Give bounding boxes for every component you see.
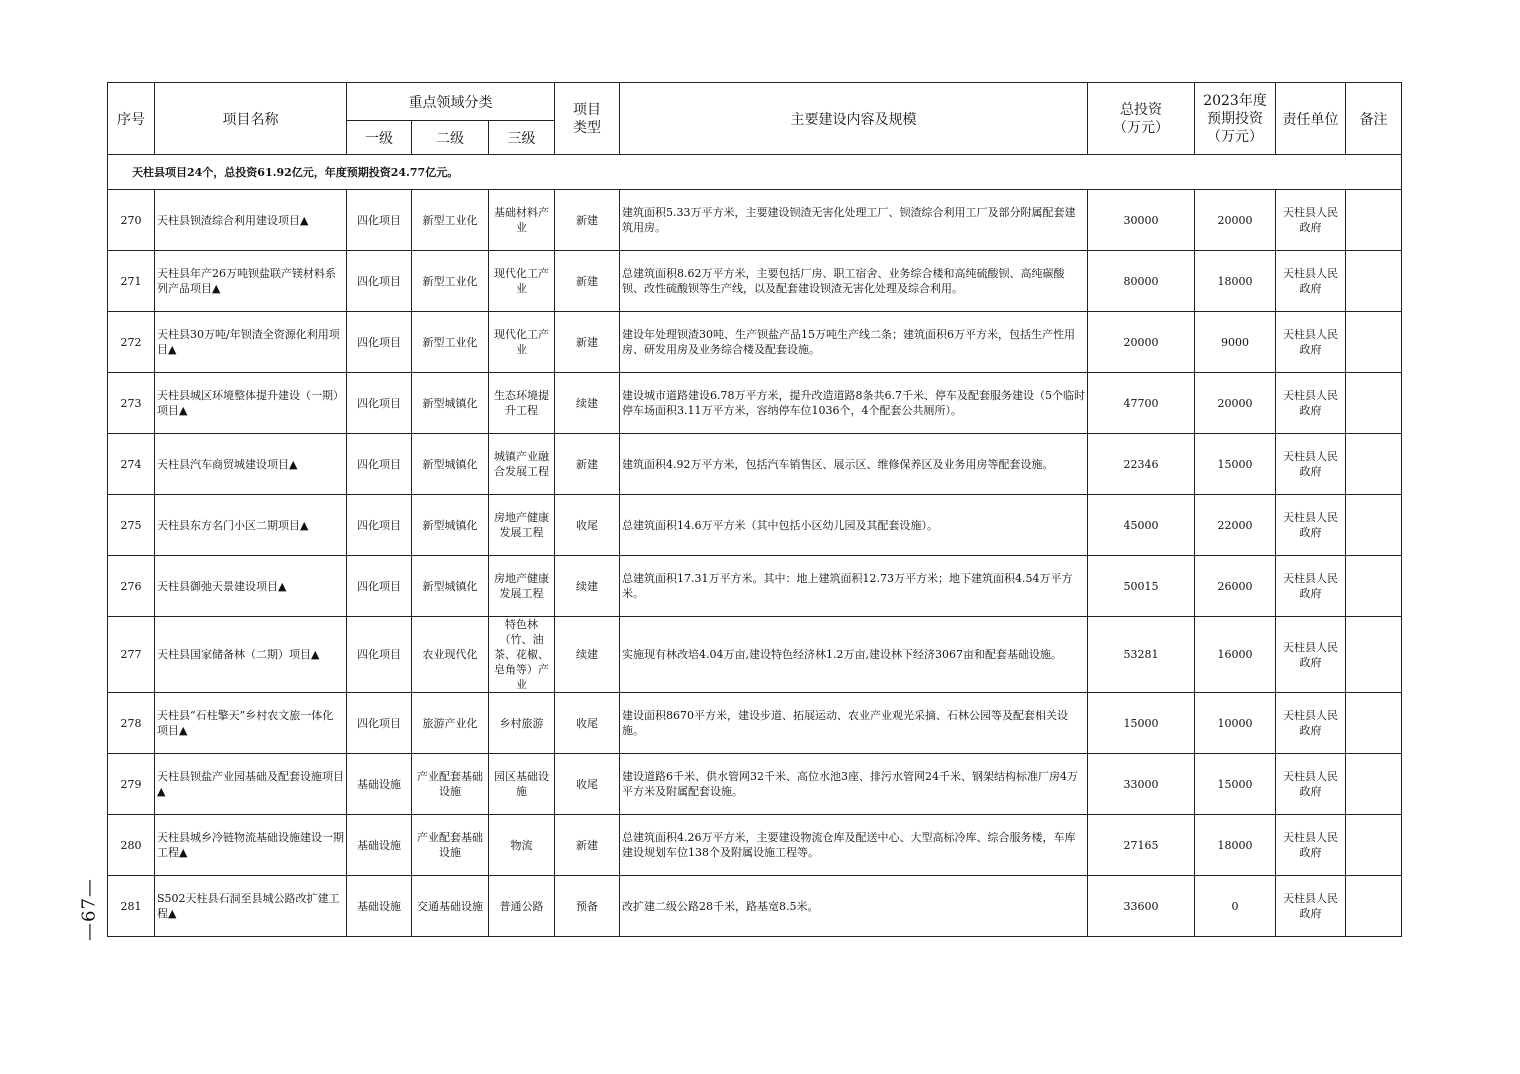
row-responsible-unit: 天柱县人民政府 [1276,815,1346,876]
row-level-3: 园区基础设施 [489,754,555,815]
table-row [108,495,1402,556]
row-annual-investment: 18000 [1195,815,1276,876]
row-level-2: 新型城镇化 [412,373,489,434]
row-level-3: 物流 [489,815,555,876]
row-content: 建设年处理钡渣30吨、生产钡盐产品15万吨生产线二条；建筑面积6万平方米，包括生产性用房、研发用房及业务综合楼及配套设施。 [620,312,1088,373]
row-project-type: 续建 [555,617,620,693]
row-project-type: 收尾 [555,754,620,815]
row-level-3: 房地产健康发展工程 [489,495,555,556]
row-project-type: 新建 [555,815,620,876]
row-project-type: 预备 [555,876,620,937]
row-project-type: 续建 [555,556,620,617]
row-content: 建设城市道路建设6.78万平方米，提升改造道路8条共6.7千米、停车及配套服务建设（5个临时停车场面积3.11万平方米，容纳停车位1036个，4个配套公共厕所）。 [620,373,1088,434]
row-total-investment: 15000 [1088,693,1195,754]
row-remark [1346,617,1402,693]
row-annual-investment: 15000 [1195,434,1276,495]
row-total-investment: 20000 [1088,312,1195,373]
row-level-3: 城镇产业融合发展工程 [489,434,555,495]
table-row [108,617,1402,693]
table-row [108,754,1402,815]
row-level-1: 基础设施 [347,876,412,937]
row-responsible-unit: 天柱县人民政府 [1276,373,1346,434]
row-annual-investment: 22000 [1195,495,1276,556]
row-level-2: 交通基础设施 [412,876,489,937]
row-total-investment: 33000 [1088,754,1195,815]
row-seq: 270 [108,190,155,251]
row-annual-investment: 20000 [1195,190,1276,251]
row-content: 总建筑面积8.62万平方米，主要包括厂房、职工宿舍、业务综合楼和高纯硫酸钡、高纯碳酸钡、改性硫酸钡等生产线，以及配套建设钡渣无害化处理及综合利用。 [620,251,1088,312]
row-level-2: 新型城镇化 [412,434,489,495]
table-row [108,251,1402,312]
row-project-name: 天柱县御弛天景建设项目▲ [155,556,347,617]
page-number: —67— [78,878,100,942]
row-content: 建设道路6千米、供水管网32千米、高位水池3座、排污水管网24千米、钢架结构标准厂房4万平方米及附属配套设施。 [620,754,1088,815]
row-level-1: 四化项目 [347,495,412,556]
row-seq: 274 [108,434,155,495]
row-remark [1346,754,1402,815]
summary-row [108,155,1402,190]
row-project-name: 天柱县年产26万吨钡盐联产镁材料系列产品项目▲ [155,251,347,312]
row-level-1: 四化项目 [347,556,412,617]
header-project-name: 项目名称 [155,83,347,155]
row-project-type: 新建 [555,251,620,312]
row-remark [1346,251,1402,312]
row-content: 总建筑面积17.31万平方米。其中：地上建筑面积12.73万平方米；地下建筑面积4.54万平方米。 [620,556,1088,617]
header-key-field: 重点领域分类 [347,83,555,121]
row-level-2: 新型工业化 [412,251,489,312]
table-row [108,373,1402,434]
row-responsible-unit: 天柱县人民政府 [1276,495,1346,556]
row-total-investment: 53281 [1088,617,1195,693]
row-level-3: 现代化工产业 [489,312,555,373]
row-content: 建筑面积4.92万平方米，包括汽车销售区、展示区、维修保养区及业务用房等配套设施。 [620,434,1088,495]
row-project-name: 天柱县30万吨/年钡渣全资源化利用项目▲ [155,312,347,373]
row-total-investment: 50015 [1088,556,1195,617]
row-responsible-unit: 天柱县人民政府 [1276,190,1346,251]
row-total-investment: 45000 [1088,495,1195,556]
row-project-name: 天柱县国家储备林（二期）项目▲ [155,617,347,693]
row-level-3: 生态环境提升工程 [489,373,555,434]
row-remark [1346,876,1402,937]
row-level-2: 新型工业化 [412,312,489,373]
header-responsible-unit: 责任单位 [1276,83,1346,155]
row-level-3: 特色林（竹、油茶、花椒、皂角等）产业 [489,617,555,693]
row-seq: 277 [108,617,155,693]
row-level-1: 四化项目 [347,617,412,693]
row-seq: 278 [108,693,155,754]
project-table [107,82,1402,937]
row-project-name: 天柱县东方名门小区二期项目▲ [155,495,347,556]
row-level-1: 四化项目 [347,693,412,754]
row-responsible-unit: 天柱县人民政府 [1276,754,1346,815]
row-project-name: 天柱县钡渣综合利用建设项目▲ [155,190,347,251]
row-seq: 280 [108,815,155,876]
table-row [108,312,1402,373]
row-project-name: S502天柱县石洞至县城公路改扩建工程▲ [155,876,347,937]
row-level-2: 产业配套基础设施 [412,815,489,876]
row-total-investment: 27165 [1088,815,1195,876]
header-annual-investment: 2023年度 预期投资 （万元） [1195,83,1276,155]
row-project-type: 新建 [555,312,620,373]
row-total-investment: 80000 [1088,251,1195,312]
row-total-investment: 33600 [1088,876,1195,937]
row-content: 建筑面积5.33万平方米，主要建设钡渣无害化处理工厂、钡渣综合利用工厂及部分附属配套建筑用房。 [620,190,1088,251]
row-seq: 276 [108,556,155,617]
row-level-3: 乡村旅游 [489,693,555,754]
row-remark [1346,556,1402,617]
row-level-2: 产业配套基础设施 [412,754,489,815]
row-remark [1346,190,1402,251]
row-project-type: 新建 [555,434,620,495]
row-responsible-unit: 天柱县人民政府 [1276,251,1346,312]
row-annual-investment: 10000 [1195,693,1276,754]
row-responsible-unit: 天柱县人民政府 [1276,556,1346,617]
row-level-3: 普通公路 [489,876,555,937]
row-project-name: 天柱县汽车商贸城建设项目▲ [155,434,347,495]
row-level-3: 现代化工产业 [489,251,555,312]
row-level-1: 四化项目 [347,190,412,251]
header-level-1: 一级 [347,121,412,155]
row-responsible-unit: 天柱县人民政府 [1276,434,1346,495]
header-project-type: 项目 类型 [555,83,620,155]
row-level-1: 基础设施 [347,815,412,876]
row-level-1: 四化项目 [347,434,412,495]
row-remark [1346,373,1402,434]
row-content: 实施现有林改培4.04万亩,建设特色经济林1.2万亩,建设林下经济3067亩和配套基础设施。 [620,617,1088,693]
row-responsible-unit: 天柱县人民政府 [1276,312,1346,373]
row-content: 改扩建二级公路28千米，路基宽8.5米。 [620,876,1088,937]
row-project-name: 天柱县“石柱擎天”乡村农文旅一体化项目▲ [155,693,347,754]
row-project-type: 收尾 [555,693,620,754]
row-level-1: 四化项目 [347,312,412,373]
row-annual-investment: 18000 [1195,251,1276,312]
row-annual-investment: 16000 [1195,617,1276,693]
header-content: 主要建设内容及规模 [620,83,1088,155]
row-annual-investment: 26000 [1195,556,1276,617]
row-level-1: 基础设施 [347,754,412,815]
row-total-investment: 22346 [1088,434,1195,495]
row-responsible-unit: 天柱县人民政府 [1276,617,1346,693]
row-content: 总建筑面积4.26万平方米，主要建设物流仓库及配送中心、大型高标冷库、综合服务楼，车库建设规划车位138个及附属设施工程等。 [620,815,1088,876]
row-level-3: 基础材料产业 [489,190,555,251]
table-row [108,556,1402,617]
row-project-name: 天柱县钡盐产业园基础及配套设施项目▲ [155,754,347,815]
header-level-2: 二级 [412,121,489,155]
row-remark [1346,495,1402,556]
project-table-sheet [107,82,1401,937]
table-row [108,190,1402,251]
table-row [108,693,1402,754]
row-seq: 279 [108,754,155,815]
row-level-3: 房地产健康发展工程 [489,556,555,617]
row-annual-investment: 15000 [1195,754,1276,815]
row-project-type: 续建 [555,373,620,434]
row-level-2: 农业现代化 [412,617,489,693]
row-seq: 281 [108,876,155,937]
row-annual-investment: 20000 [1195,373,1276,434]
row-level-1: 四化项目 [347,373,412,434]
header-total-investment: 总投资 （万元） [1088,83,1195,155]
header-seq: 序号 [108,83,155,155]
row-level-2: 新型城镇化 [412,495,489,556]
row-project-type: 收尾 [555,495,620,556]
row-total-investment: 30000 [1088,190,1195,251]
header-level-3: 三级 [489,121,555,155]
row-project-type: 新建 [555,190,620,251]
row-remark [1346,312,1402,373]
row-seq: 273 [108,373,155,434]
row-responsible-unit: 天柱县人民政府 [1276,876,1346,937]
row-responsible-unit: 天柱县人民政府 [1276,693,1346,754]
table-row [108,815,1402,876]
row-remark [1346,693,1402,754]
row-total-investment: 47700 [1088,373,1195,434]
summary-text: 天柱县项目24个，总投资61.92亿元，年度预期投资24.77亿元。 [108,155,1402,190]
row-level-2: 新型城镇化 [412,556,489,617]
header-row-top [108,83,1402,121]
row-seq: 271 [108,251,155,312]
row-annual-investment: 9000 [1195,312,1276,373]
row-level-2: 新型工业化 [412,190,489,251]
row-remark [1346,434,1402,495]
row-seq: 275 [108,495,155,556]
row-level-2: 旅游产业化 [412,693,489,754]
row-annual-investment: 0 [1195,876,1276,937]
table-row [108,876,1402,937]
row-content: 建设面积8670平方米，建设步道、拓展运动、农业产业观光采摘、石林公园等及配套相关设施。 [620,693,1088,754]
row-project-name: 天柱县城区环境整体提升建设（一期）项目▲ [155,373,347,434]
row-project-name: 天柱县城乡冷链物流基础设施建设一期工程▲ [155,815,347,876]
row-level-1: 四化项目 [347,251,412,312]
row-remark [1346,815,1402,876]
table-row [108,434,1402,495]
row-content: 总建筑面积14.6万平方米（其中包括小区幼儿园及其配套设施）。 [620,495,1088,556]
header-remark: 备注 [1346,83,1402,155]
row-seq: 272 [108,312,155,373]
